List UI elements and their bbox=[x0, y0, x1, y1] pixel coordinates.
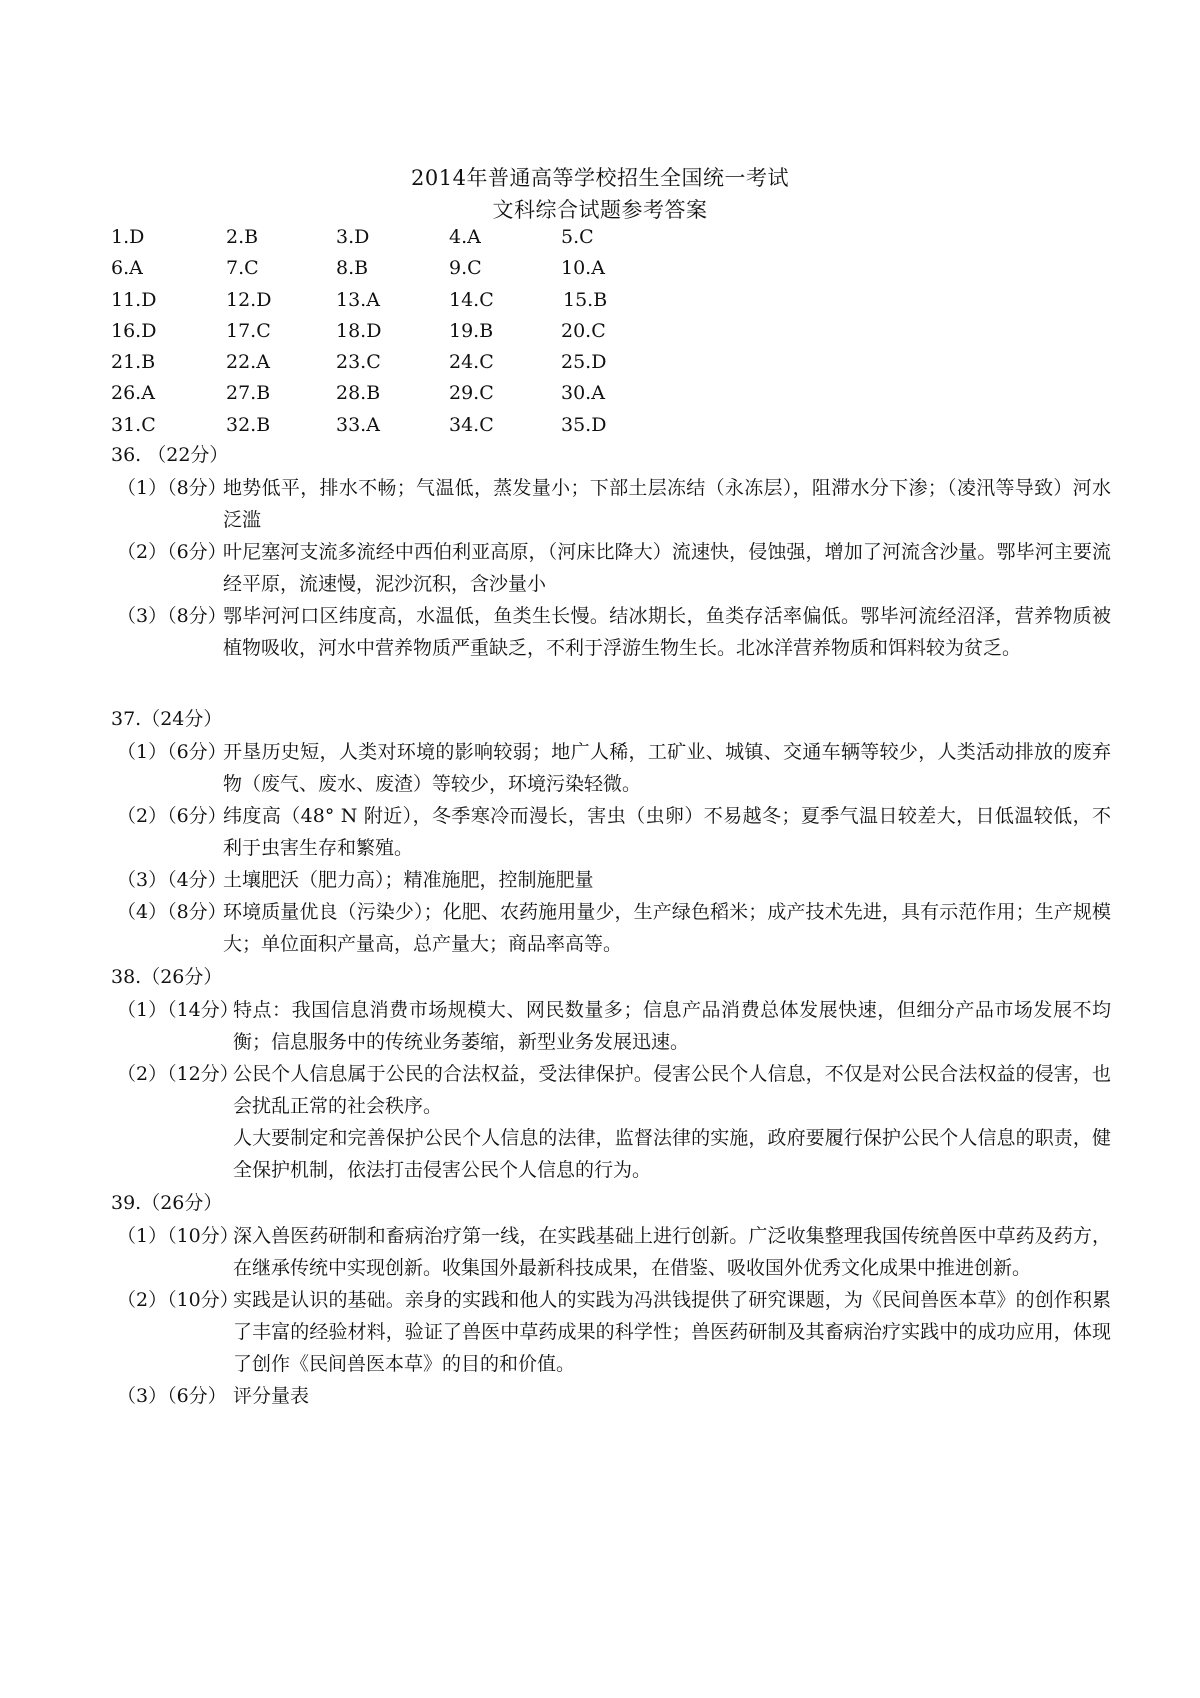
answer-item bbox=[111, 994, 1111, 1058]
item-prefix: （3）（6分） bbox=[117, 1385, 227, 1407]
answer-item bbox=[111, 1122, 1111, 1186]
answer-item bbox=[111, 536, 1111, 600]
answer-cell: 26.A bbox=[111, 382, 155, 405]
answer-cell: 35.D bbox=[561, 413, 607, 436]
answer-cell: 29.C bbox=[449, 382, 494, 405]
answer-item bbox=[111, 800, 1111, 864]
answer-cell: 8.B bbox=[336, 257, 369, 280]
answer-item bbox=[111, 1284, 1111, 1380]
answer-cell: 27.B bbox=[226, 382, 271, 405]
item-prefix: （2）（10分） bbox=[117, 1289, 239, 1311]
item-text: 公民个人信息属于公民的合法权益，受法律保护。侵害公民个人信息，不仅是对公民合法权益的侵害，也会扰乱正常的社会秩序。 bbox=[233, 1063, 1111, 1117]
item-text: 实践是认识的基础。亲身的实践和他人的实践为冯洪钱提供了研究课题，为《民间兽医本草》的创作积累了丰富的经验材料，验证了兽医中草药成果的科学性；兽医药研制及其畜病治疗实践中的成功应用，体现了创作《民间兽医本草》的目的和价值。 bbox=[233, 1289, 1111, 1375]
item-text: 叶尼塞河支流多流经中西伯利亚高原，（河床比降大）流速快，侵蚀强，增加了河流含沙量。鄂毕河主要流经平原，流速慢，泥沙沉积，含沙量小 bbox=[223, 541, 1111, 595]
answer-cell: 16.D bbox=[111, 319, 157, 342]
answer-cell: 14.C bbox=[449, 288, 494, 311]
item-text: 土壤肥沃（肥力高）；精准施肥，控制施肥量 bbox=[223, 869, 594, 891]
item-text: 地势低平，排水不畅；气温低，蒸发量小；下部土层冻结（永冻层），阻滞水分下渗；（凌汛等导致）河水泛滥 bbox=[223, 477, 1111, 531]
question-header: 39.（26分） bbox=[111, 1192, 223, 1214]
answer-cell: 13.A bbox=[336, 288, 380, 311]
answer-cell: 31.C bbox=[111, 413, 156, 436]
answer-cell: 15.B bbox=[563, 288, 608, 311]
answer-cell: 21.B bbox=[111, 351, 156, 374]
answer-cell: 28.B bbox=[336, 382, 381, 405]
question-39 bbox=[111, 1186, 1111, 1412]
item-text: 特点：我国信息消费市场规模大、网民数量多；信息产品消费总体发展快速，但细分产品市场发展不均衡；信息服务中的传统业务萎缩，新型业务发展迅速。 bbox=[233, 999, 1111, 1053]
answer-cell: 20.C bbox=[561, 319, 606, 342]
item-text: 环境质量优良（污染少）；化肥、农药施用量少，生产绿色稻米；成产技术先进，具有示范作用；生产规模大；单位面积产量高，总产量大；商品率高等。 bbox=[223, 901, 1111, 955]
answer-item bbox=[111, 864, 1111, 896]
answer-cell: 24.C bbox=[449, 351, 494, 374]
item-prefix: （1）（8分） bbox=[117, 477, 227, 499]
answer-cell: 7.C bbox=[226, 257, 259, 280]
question-36 bbox=[111, 438, 1111, 664]
answer-cell: 10.A bbox=[561, 257, 605, 280]
answer-cell: 2.B bbox=[226, 226, 259, 248]
answer-cell: 6.A bbox=[111, 257, 143, 280]
item-prefix: （2）（12分） bbox=[117, 1063, 239, 1085]
answer-cell: 34.C bbox=[449, 413, 494, 436]
answer-cell: 12.D bbox=[226, 288, 272, 311]
answer-cell: 1.D bbox=[111, 226, 145, 248]
answer-cell: 19.B bbox=[449, 319, 494, 342]
item-prefix: （1）（14分） bbox=[117, 999, 239, 1021]
answer-cell: 25.D bbox=[561, 351, 607, 374]
answer-item bbox=[111, 1220, 1111, 1284]
item-prefix: （3）（8分） bbox=[117, 605, 227, 627]
question-header: 37.（24分） bbox=[111, 708, 223, 730]
item-prefix: （2）（6分） bbox=[117, 541, 227, 563]
answer-item bbox=[111, 472, 1111, 536]
answer-cell: 22.A bbox=[226, 351, 270, 374]
item-prefix: （1）（10分） bbox=[117, 1225, 239, 1247]
item-text: 评分量表 bbox=[233, 1385, 310, 1407]
answer-cell: 18.D bbox=[336, 319, 382, 342]
answer-cell: 3.D bbox=[336, 226, 370, 248]
answer-cell: 4.A bbox=[449, 226, 481, 248]
question-header: 36. （22分） bbox=[111, 444, 229, 466]
question-38 bbox=[111, 960, 1111, 1186]
item-prefix: （3）（4分） bbox=[117, 869, 227, 891]
answer-item bbox=[111, 1380, 1111, 1412]
page-subtitle: 文科综合试题参考答案 bbox=[492, 198, 708, 222]
answer-cell: 23.C bbox=[336, 351, 381, 374]
item-prefix: （1）（6分） bbox=[117, 741, 227, 763]
item-text: 深入兽医药研制和畜病治疗第一线，在实践基础上进行创新。广泛收集整理我国传统兽医中草药及药方，在继承传统中实现创新。收集国外最新科技成果，在借鉴、吸收国外优秀文化成果中推进创新。 bbox=[233, 1225, 1111, 1279]
question-37 bbox=[111, 702, 1111, 960]
item-prefix: （4）（8分） bbox=[117, 901, 227, 923]
item-text: 鄂毕河河口区纬度高，水温低，鱼类生长慢。结冰期长，鱼类存活率偏低。鄂毕河流经沼泽，营养物质被植物吸收，河水中营养物质严重缺乏，不利于浮游生物生长。北冰洋营养物质和饵料较为贫乏。 bbox=[223, 605, 1111, 659]
question-header: 38.（26分） bbox=[111, 966, 223, 988]
answer-item bbox=[111, 1058, 1111, 1122]
answer-cell: 5.C bbox=[561, 226, 594, 248]
answer-cell: 33.A bbox=[336, 413, 380, 436]
item-text: 开垦历史短，人类对环境的影响较弱；地广人稀，工矿业、城镇、交通车辆等较少，人类活动排放的废弃物（废气、废水、废渣）等较少，环境污染轻微。 bbox=[223, 741, 1111, 795]
answer-cell: 32.B bbox=[226, 413, 271, 436]
answer-cell: 17.C bbox=[226, 319, 271, 342]
answer-cell: 30.A bbox=[561, 382, 605, 405]
page-title: 2014年普通高等学校招生全国统一考试 bbox=[411, 166, 789, 190]
answer-item bbox=[111, 896, 1111, 960]
answer-item bbox=[111, 600, 1111, 664]
item-text: 纬度高（48° N 附近），冬季寒冷而漫长，害虫（虫卵）不易越冬；夏季气温日较差大，日低温较低，不利于虫害生存和繁殖。 bbox=[223, 805, 1111, 859]
item-prefix: （2）（6分） bbox=[117, 805, 227, 827]
answer-cell: 9.C bbox=[449, 257, 482, 280]
answer-item bbox=[111, 736, 1111, 800]
answer-cell: 11.D bbox=[111, 288, 157, 311]
item-text: 人大要制定和完善保护公民个人信息的法律，监督法律的实施，政府要履行保护公民个人信息的职责，健全保护机制，依法打击侵害公民个人信息的行为。 bbox=[233, 1127, 1111, 1181]
